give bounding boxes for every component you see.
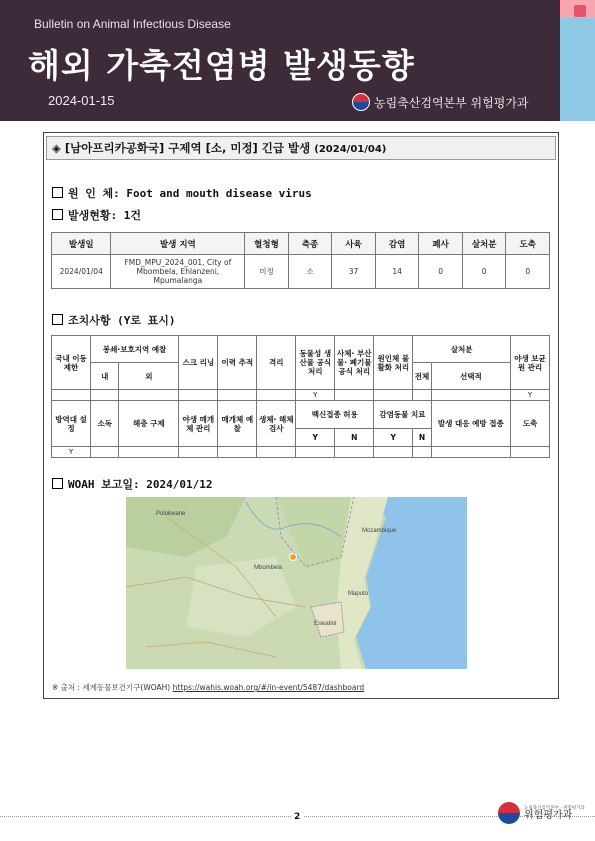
footer-org-small: 농림축산검역본부 · 위험평가과 [524,806,585,811]
val-disinfection [91,447,119,458]
val-slaughter [511,447,550,458]
measures-item [52,312,176,328]
val-vector-surv [218,447,257,458]
count-text: 발생현황: 1건 [68,209,141,222]
map-label-maputo: Maputo [348,591,369,597]
map-label-polokwane: Polokwane [156,511,186,517]
table-row [52,390,550,401]
count-item [52,207,141,223]
measures-title: 조치사항 (Y로 표시) [68,314,176,327]
val-screening [179,390,218,401]
th-vector-control: 해충 구제 [119,401,179,447]
header-accent [560,0,595,121]
checkbox-icon [52,478,63,489]
th-wild-vector: 야생 매개체 관리 [179,401,218,447]
val-cull-selective [431,390,510,401]
val-inspection [257,447,296,458]
cell-slaughtered: 0 [506,255,550,289]
section-date: (2024/01/04) [314,144,387,155]
th-treat-n: N [413,429,431,447]
th-zone-in: 내 [91,363,119,390]
val-vacc-n [335,447,374,458]
th-disinfection: 소독 [91,401,119,447]
cell-culled: 0 [462,255,506,289]
section-title [52,140,386,156]
val-trace [218,390,257,401]
th-zone-surveillance: 봉쇄·보호지역 예찰 [91,336,179,363]
val-zone-out [119,390,179,401]
th-carcass-disposal: 사체· 부산물· 폐기물 공식 처리 [335,336,374,390]
th-culling: 살처분 [413,336,511,363]
val-vacc-y [296,447,335,458]
th-inspection: 생체· 해체 검사 [257,401,296,447]
val-carcass [335,390,374,401]
org-logo [352,93,529,111]
th-zoning: 방역대 설정 [52,401,91,447]
cell-cases: 14 [375,255,419,289]
th-cull-selective: 선택적 [431,363,510,390]
cell-species: 소 [288,255,332,289]
header-accent-mark [574,5,586,17]
map-graphic [126,497,467,669]
taeguk-icon [498,802,520,824]
cell-serotype: 미정 [245,255,289,289]
source-prefix: ※ 출처 : 세계동물보건기구(WOAH) [52,683,171,692]
th-wildlife: 야생 보균원 관리 [511,336,550,390]
th-vacc-y: Y [296,429,335,447]
th-domestic-restriction: 국내 이동 제한 [52,336,91,390]
outbreak-table [51,232,550,289]
th-serotype: 혈청형 [245,233,289,255]
cell-date: 2024/01/04 [52,255,111,289]
th-treatment: 감염동물 치료 [374,401,431,429]
bulletin-subtitle: Bulletin on Animal Infectious Disease [34,17,231,31]
diamond-icon: ◈ [52,141,61,155]
measures-table [51,335,550,458]
th-isolation: 격리 [257,336,296,390]
cause-item [52,185,312,201]
th-vector-surveillance: 매개체 예찰 [218,401,257,447]
th-susceptible: 사육 [332,233,376,255]
val-treat-y [374,447,413,458]
woah-date: WOAH 보고일: 2024/01/12 [68,478,213,491]
issue-date: 2024-01-15 [48,93,115,108]
woah-item [52,476,212,492]
org-name: 농림축산검역본부 위험평가과 [374,95,529,110]
source-link[interactable]: https://wahis.woah.org/#/in-event/5487/dashboard [172,683,365,692]
val-inactivation [374,390,413,401]
val-animal-products: Y [296,390,335,401]
th-slaughtered: 도축 [506,233,550,255]
th-response-vaccination: 발생 대응 예방 접종 [431,401,510,447]
page-number: 2 [291,812,303,822]
th-vaccination: 백신접종 허용 [296,401,374,429]
th-traceability: 이력 추적 [218,336,257,390]
th-cases: 감염 [375,233,419,255]
val-treat-n [413,447,431,458]
th-slaughter: 도축 [511,401,550,447]
footer-org: 위험평가과 [524,810,573,821]
th-screening: 스크 리닝 [179,336,218,390]
cause-text: 원 인 체: Foot and mouth disease virus [68,187,312,200]
th-vacc-n: N [335,429,374,447]
val-zoning: Y [52,447,91,458]
cell-deaths: 0 [419,255,463,289]
checkbox-icon [52,187,63,198]
source-note [52,682,364,693]
th-inactivation: 원인체 불활화 처리 [374,336,413,390]
th-animal-products: 동물성 생산물 공식 처리 [296,336,335,390]
th-deaths: 폐사 [419,233,463,255]
checkbox-icon [52,209,63,220]
map-label-mbombela: Mbombela [254,565,283,571]
section-title-text: [남아프리카공화국] 구제역 [소, 미정] 긴급 발생 [64,141,311,155]
val-wildlife: Y [511,390,550,401]
table-header-row [52,233,550,255]
th-region: 발생 지역 [111,233,245,255]
th-date: 발생일 [52,233,111,255]
taeguk-icon [352,93,370,111]
th-species: 축종 [288,233,332,255]
outbreak-marker [290,554,297,561]
val-zone-in [91,390,119,401]
th-zone-out: 외 [119,363,179,390]
val-isolation [257,390,296,401]
footer-logo [498,802,585,824]
map-label-mozambique: Mozambique [362,528,397,534]
outbreak-map [126,497,467,669]
val-domestic [52,390,91,401]
th-culled: 살처분 [462,233,506,255]
map-label-eswatini: Eswatini [314,621,337,627]
val-vector [119,447,179,458]
table-row [52,255,550,289]
val-wild-vector [179,447,218,458]
val-cull-all [413,390,431,401]
th-cull-all: 전체 [413,363,431,390]
checkbox-icon [52,314,63,325]
page-title: 해외 가축전염병 발생동향 [28,46,415,85]
cell-susceptible: 37 [332,255,376,289]
val-response-vacc [431,447,510,458]
cell-region: FMD_MPU_2024_001, City of Mbombela, Ehlanzeni, Mpumalanga [111,255,245,289]
table-row [52,447,550,458]
th-treat-y: Y [374,429,413,447]
